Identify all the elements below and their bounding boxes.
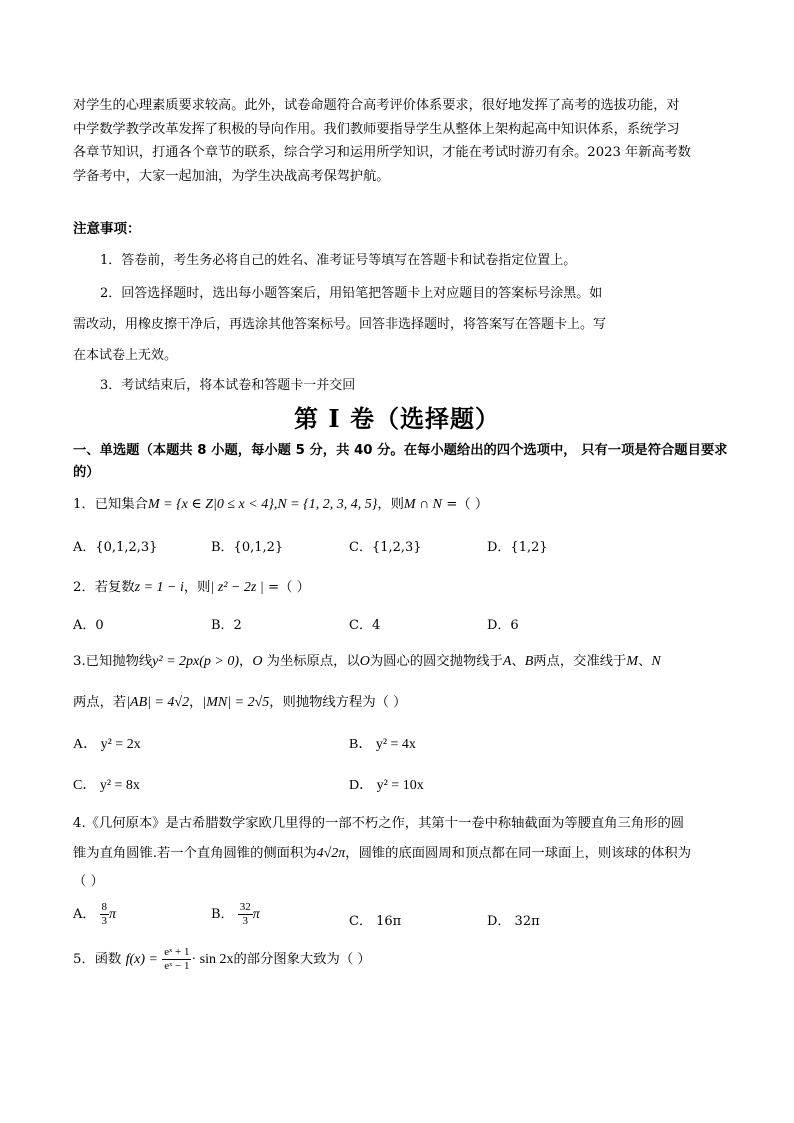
q3-option-d[interactable]: D． y² = 10x (349, 778, 424, 793)
intro-line: 中学数学教学改革发挥了积极的导向作用。我们教师要指导学生从整体上架构起高中知识体系，系统学习 (73, 121, 680, 137)
intro-line: 各章节知识，打通各个章节的联系，综合学习和运用所学知识，才能在考试时游刃有余。2023 年新高考数 (73, 145, 691, 160)
question-2-stem: 2．若复数z = 1 − i，则| z² − 2z | =（ ） (73, 580, 310, 595)
q1-option-d[interactable]: D．{1,2} (487, 540, 548, 555)
note-item-2: 2．回答选择题时，选出每小题答案后，用铅笔把答题卡上对应题目的答案标号涂黑。如 (100, 286, 603, 301)
question-4-line2: 锥为直角圆锥.若一个直角圆锥的侧面积为4√2π，圆锥的底面圆周和顶点都在同一球面上，则该球的体积为 (73, 846, 691, 861)
q1-option-b[interactable]: B．{0,1,2} (211, 540, 284, 555)
note-item-1: 1．答卷前，考生务必将自己的姓名、准考证号等填写在答题卡和试卷指定位置上。 (100, 253, 577, 268)
q3-option-a[interactable]: A． y² = 2x (73, 737, 141, 752)
q2-option-a[interactable]: A．0 (73, 618, 104, 633)
section-title: 第 I 卷（选择题） (294, 404, 500, 433)
ab-length: |AB| = 4√2 (126, 695, 190, 710)
notes-title: 注意事项： (73, 221, 141, 237)
q1-option-c[interactable]: C．{1,2,3} (349, 540, 422, 555)
intro-line: 学备考中，大家一起加油，为学生决战高考保驾护航。 (73, 168, 390, 184)
q4-option-d[interactable]: D． 32π (487, 914, 540, 929)
complex-z: z = 1 − i (134, 580, 184, 595)
intro-line: 对学生的心理素质要求较高。此外，试卷命题符合高考评价体系要求，很好地发挥了高考的选拔功能，对 (73, 98, 680, 113)
question-3-stem-line1: 3.已知抛物线y² = 2px(p > 0)，O 为坐标原点，以O为圆心的圆交抛物线于A、B两点，交准线于M、N (73, 654, 661, 669)
q3-option-c[interactable]: C． y² = 8x (73, 778, 140, 793)
q4-option-b[interactable]: B． $\frac{32}{3}$ π (211, 901, 260, 927)
q2-option-c[interactable]: C．4 (349, 618, 381, 633)
q4-option-c[interactable]: C． 16π (349, 914, 402, 929)
intersection-expr: M ∩ N (403, 497, 443, 512)
q2-option-d[interactable]: D．6 (487, 618, 519, 633)
q3-option-b[interactable]: B． y² = 4x (349, 737, 416, 752)
q4-option-a[interactable]: A． $\frac{8}{3}$ π (73, 901, 117, 927)
q2-option-b[interactable]: B．2 (211, 618, 242, 633)
parabola-eq: y² = 2px(p > 0) (152, 654, 240, 669)
intro-paragraph (73, 94, 723, 188)
question-3-stem-line2: 两点，若|AB| = 4√2，|MN| = 2√5，则抛物线方程为（ ） (73, 695, 407, 710)
question-1-stem: 1．已知集合M = {x ∈ Z|0 ≤ x < 4},N = {1, 2, 3, 4, 5}，则M ∩ N =（ ） (73, 497, 489, 512)
note-item-3: 3．考试结束后，将本试卷和答题卡一并交回 (100, 378, 356, 393)
set-n: ,N = {1, 2, 3, 4, 5} (273, 497, 378, 512)
modulus-expr: | z² − 2z | (210, 580, 264, 595)
set-m: M = {x ∈ Z|0 ≤ x < 4} (147, 497, 274, 512)
question-4-line1: 4.《几何原本》是古希腊数学家欧几里得的一部不朽之作，其第十一卷中称轴截面为等腰直角三角形的圆 (73, 816, 685, 831)
note-item-2-end: 在本试卷上无效。 (73, 348, 178, 363)
section-heading: 一、单选题（本题共 8 小题，每小题 5 分，共 40 分。在每小题给出的四个选项中， 只有一项是符合题目要求的） (73, 443, 728, 480)
fraction: $\frac{32}{3}$ (239, 901, 251, 927)
function-f: f(x) = (125, 952, 158, 967)
q1-option-a[interactable]: A．{0,1,2,3} (73, 540, 158, 555)
fraction: $\frac{\text{eˣ + 1}}{\text{eˣ − 1}}$ (164, 946, 190, 972)
lateral-area: 4√2π (316, 846, 346, 861)
note-item-2-cont: 需改动，用橡皮擦干净后，再选涂其他答案标号。回答非选择题时，将答案写在答题卡上。写 (73, 317, 607, 332)
mn-length: |MN| = 2√5 (202, 695, 270, 710)
question-5-stem: 5．函数 f(x) = $\frac{\text{eˣ + 1}}{\text{eˣ − 1}}$ · sin 2x的部分图象大致为（ ） (73, 946, 371, 972)
question-4-line3: （ ） (73, 874, 104, 889)
fraction: $\frac{8}{3}$ (101, 901, 108, 927)
